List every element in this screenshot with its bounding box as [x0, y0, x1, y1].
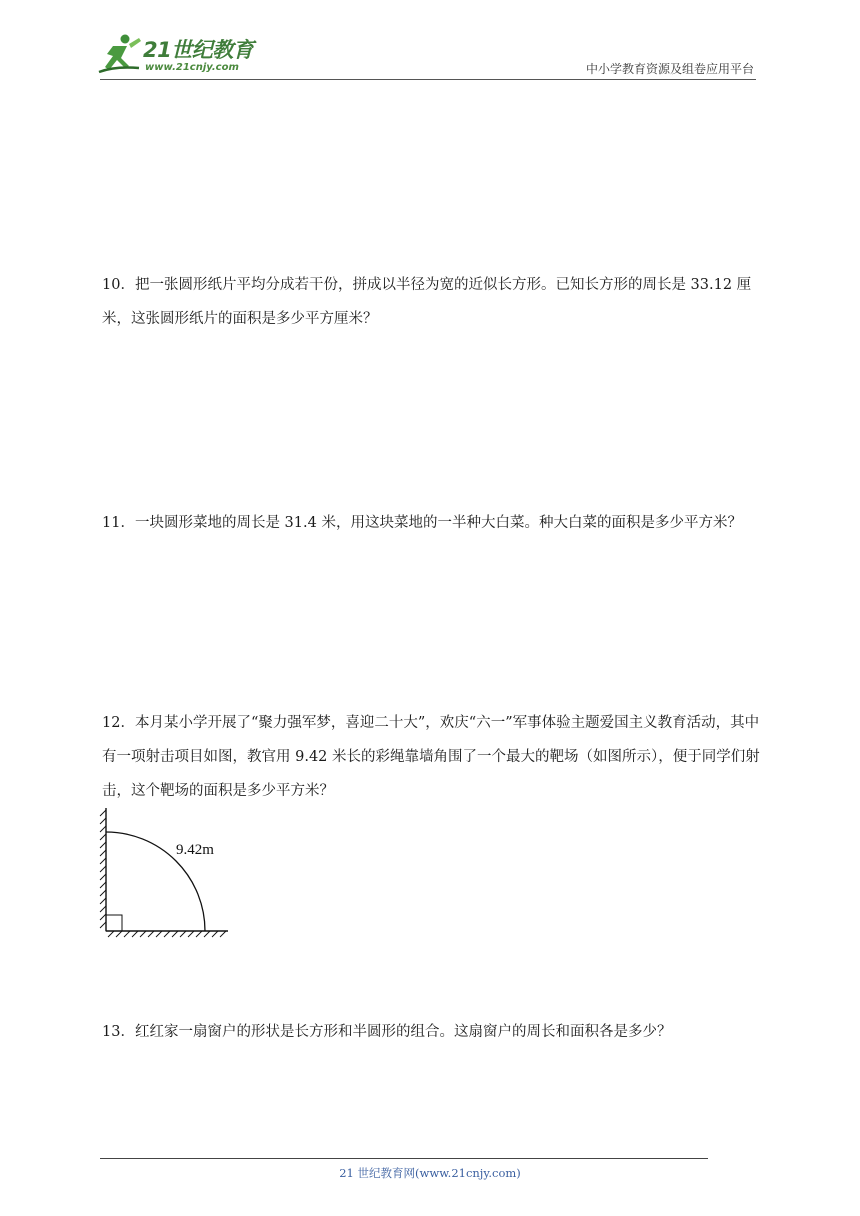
page-header — [0, 0, 860, 90]
question-13 — [102, 1015, 766, 1049]
question-number: 12． — [102, 715, 135, 731]
question-number: 11． — [102, 515, 135, 531]
question-text: 红红家一扇窗户的形状是长方形和半圆形的组合。这扇窗户的周长和面积各是多少？ — [134, 1024, 672, 1040]
running-person-logo-icon — [95, 32, 143, 80]
site-logo[interactable] — [95, 32, 265, 80]
question-12 — [102, 706, 766, 808]
footer-divider — [100, 1158, 708, 1159]
question-text: 一块圆形菜地的周长是 31.4 米，用这块菜地的一半种大白菜。种大白菜的面积是多少平方米？ — [134, 515, 742, 531]
question-11 — [102, 506, 766, 540]
logo-brand-text: 21世纪教育 — [143, 38, 254, 62]
header-tagline: 中小学教育资源及组卷应用平台 — [585, 62, 754, 76]
footer-link[interactable]: 21 世纪教育网(www.21cnjy.com) — [339, 1166, 521, 1180]
figure-length-label: 9.42m — [176, 842, 214, 858]
question-10 — [102, 268, 766, 336]
question-number: 10． — [102, 277, 135, 293]
header-divider — [100, 79, 756, 80]
question-text: 本月某小学开展了“聚力强军梦，喜迎二十大”，欢庆“六一”军事体验主题爱国主义教育活动，其中有一项射击项目如图，教官用 9.42 米长的彩绳靠墙角围了一个最大的靶场（如图所示），便于同学们射击，这个靶场的面积是多少平方米？ — [102, 715, 760, 799]
question-text: 把一张圆形纸片平均分成若干份，拼成以半径为宽的近似长方形。已知长方形的周长是 33.12 厘米，这张圆形纸片的面积是多少平方厘米？ — [102, 277, 752, 327]
question-number: 13． — [102, 1024, 135, 1040]
diagram-graphic — [98, 808, 238, 940]
logo-url-text: www.21cnjy.com — [145, 62, 239, 73]
quarter-circle-corner-diagram — [98, 808, 238, 940]
